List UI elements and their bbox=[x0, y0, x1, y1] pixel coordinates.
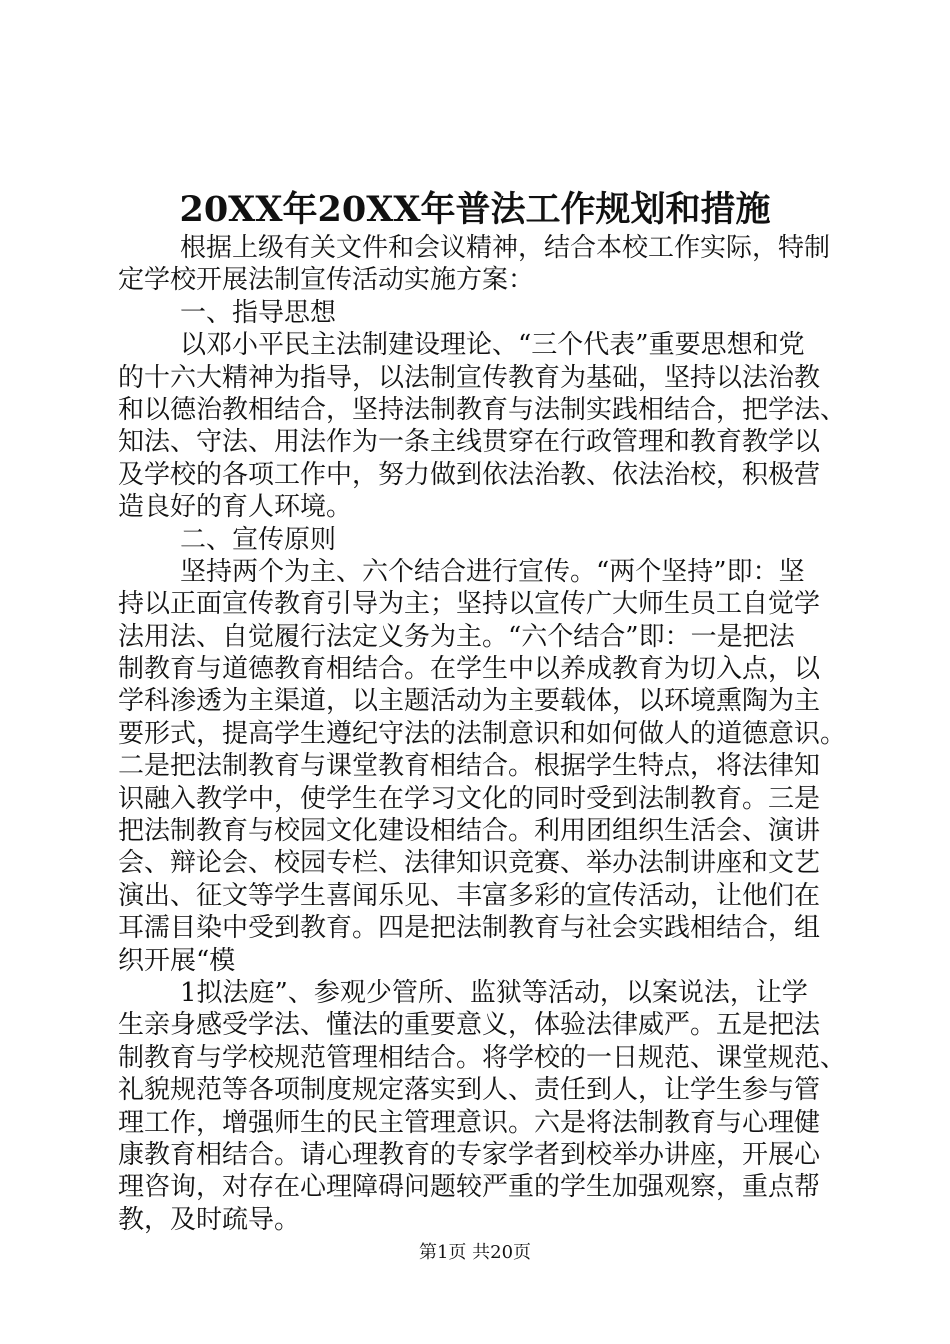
body-line: 耳濡目染中受到教育。四是把法制教育与社会实践相结合，组 bbox=[118, 913, 821, 944]
document-title: 20XX年20XX年普法工作规划和措施 bbox=[179, 189, 771, 230]
body-line: 知法、守法、用法作为一条主线贯穿在行政管理和教育教学以 bbox=[118, 427, 821, 458]
body-line: 及学校的各项工作中，努力做到依法治教、依法治校，积极营 bbox=[118, 459, 821, 490]
body-line: 制教育与道德教育相结合。在学生中以养成教育为切入点，以 bbox=[118, 654, 821, 685]
body-line: 的十六大精神为指导，以法制宣传教育为基础，坚持以法治教 bbox=[118, 362, 821, 393]
body-line: 定学校开展法制宣传活动实施方案： bbox=[118, 265, 535, 296]
body-line: 持以正面宣传教育引导为主；坚持以宣传广大师生员工自觉学 bbox=[118, 589, 821, 620]
body-line: 织开展“模 bbox=[118, 945, 236, 976]
body-line: 把法制教育与校园文化建设相结合。利用团组织生活会、演讲 bbox=[118, 816, 821, 847]
body-line: 法用法、自觉履行法定义务为主。“六个结合”即：一是把法 bbox=[118, 621, 795, 652]
body-line: 识融入教学中，使学生在学习文化的同时受到法制教育。三是 bbox=[118, 783, 821, 814]
body-line: 以邓小平民主法制建设理论、“三个代表”重要思想和党 bbox=[180, 330, 805, 361]
document-body bbox=[118, 232, 847, 1236]
body-line: 学科渗透为主渠道，以主题活动为主要载体，以环境熏陶为主 bbox=[118, 686, 821, 717]
body-line: 制教育与学校规范管理相结合。将学校的一日规范、课堂规范、 bbox=[118, 1042, 847, 1073]
body-line: 生亲身感受学法、懂法的重要意义，体验法律威严。五是把法 bbox=[118, 1010, 821, 1041]
body-line: 要形式，提高学生遵纪守法的法制意识和如何做人的道德意识。 bbox=[118, 718, 847, 749]
body-line: 康教育相结合。请心理教育的专家学者到校举办讲座，开展心 bbox=[118, 1139, 821, 1170]
body-line: 1拟法庭”、参观少管所、监狱等活动，以案说法，让学 bbox=[180, 977, 808, 1008]
body-line: 和以德治教相结合，坚持法制教育与法制实践相结合，把学法、 bbox=[118, 394, 847, 425]
body-line: 理工作，增强师生的民主管理意识。六是将法制教育与心理健 bbox=[118, 1107, 821, 1138]
body-line: 演出、征文等学生喜闻乐见、丰富多彩的宣传活动，让他们在 bbox=[118, 880, 821, 911]
body-line: 二是把法制教育与课堂教育相结合。根据学生特点，将法律知 bbox=[118, 751, 821, 782]
body-line: 教，及时疏导。 bbox=[118, 1204, 301, 1235]
body-line: 根据上级有关文件和会议精神，结合本校工作实际，特制 bbox=[180, 233, 831, 263]
body-line: 一、指导思想 bbox=[180, 297, 337, 328]
body-line: 造良好的育人环境。 bbox=[118, 492, 353, 523]
page-footer: 第1页 共20页 bbox=[418, 1242, 532, 1263]
body-line: 会、辩论会、校园专栏、法律知识竞赛、举办法制讲座和文艺 bbox=[118, 848, 821, 879]
body-line: 理咨询，对存在心理障碍问题较严重的学生加强观察，重点帮 bbox=[118, 1172, 821, 1203]
body-line: 礼貌规范等各项制度规定落实到人、责任到人，让学生参与管 bbox=[118, 1075, 821, 1106]
body-line: 二、宣传原则 bbox=[180, 524, 337, 555]
body-line: 坚持两个为主、六个结合进行宣传。“两个坚持”即：坚 bbox=[180, 556, 805, 587]
